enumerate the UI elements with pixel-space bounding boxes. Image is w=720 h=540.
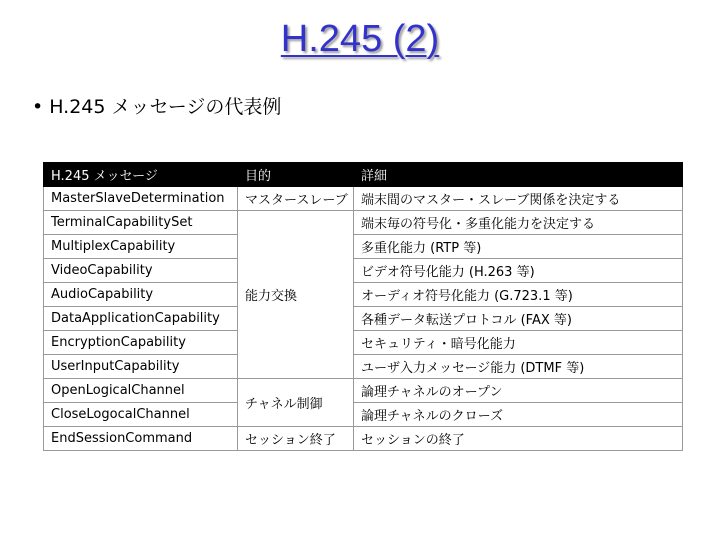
table-row [44,187,683,211]
detail-cell: 端末毎の符号化・多重化能力を決定する [354,211,683,235]
message-cell: VideoCapability [44,259,238,283]
table-row [44,331,683,355]
message-cell: EncryptionCapability [44,331,238,355]
table-row [44,283,683,307]
table-row [44,403,683,427]
detail-cell: 各種データ転送プロトコル (FAX 等) [354,307,683,331]
table-row [44,355,683,379]
table-row [44,211,683,235]
table-row [44,307,683,331]
detail-cell: セッションの終了 [354,427,683,451]
detail-cell: 多重化能力 (RTP 等) [354,235,683,259]
detail-cell: オーディオ符号化能力 (G.723.1 等) [354,283,683,307]
purpose-cell: チャネル制御 [238,379,354,427]
slide-title: H.245 (2) [280,18,440,60]
detail-cell: 端末間のマスター・スレーブ関係を決定する [354,187,683,211]
message-cell: EndSessionCommand [44,427,238,451]
header-detail: 詳細 [354,163,683,187]
message-cell: CloseLogocalChannel [44,403,238,427]
header-message: H.245 メッセージ [44,163,238,187]
table-row [44,235,683,259]
message-cell: UserInputCapability [44,355,238,379]
purpose-cell: セッション終了 [238,427,354,451]
message-cell: MultiplexCapability [44,235,238,259]
message-cell: DataApplicationCapability [44,307,238,331]
h245-message-table [43,162,683,451]
purpose-cell: マスタースレーブ [238,187,354,211]
message-cell: TerminalCapabilitySet [44,211,238,235]
bullet-line [32,92,281,119]
detail-cell: 論理チャネルのオープン [354,379,683,403]
message-cell: MasterSlaveDetermination [44,187,238,211]
detail-cell: ユーザ入力メッセージ能力 (DTMF 等) [354,355,683,379]
header-purpose: 目的 [238,163,354,187]
bullet-text: H.245 メッセージの代表例 [49,96,282,118]
message-cell: AudioCapability [44,283,238,307]
bullet-marker: • [32,96,44,118]
table-header-row [44,163,683,187]
detail-cell: セキュリティ・暗号化能力 [354,331,683,355]
detail-cell: ビデオ符号化能力 (H.263 等) [354,259,683,283]
purpose-cell: 能力交換 [238,211,354,379]
table-row [44,259,683,283]
table-row [44,379,683,403]
message-cell: OpenLogicalChannel [44,379,238,403]
table-row [44,427,683,451]
detail-cell: 論理チャネルのクローズ [354,403,683,427]
